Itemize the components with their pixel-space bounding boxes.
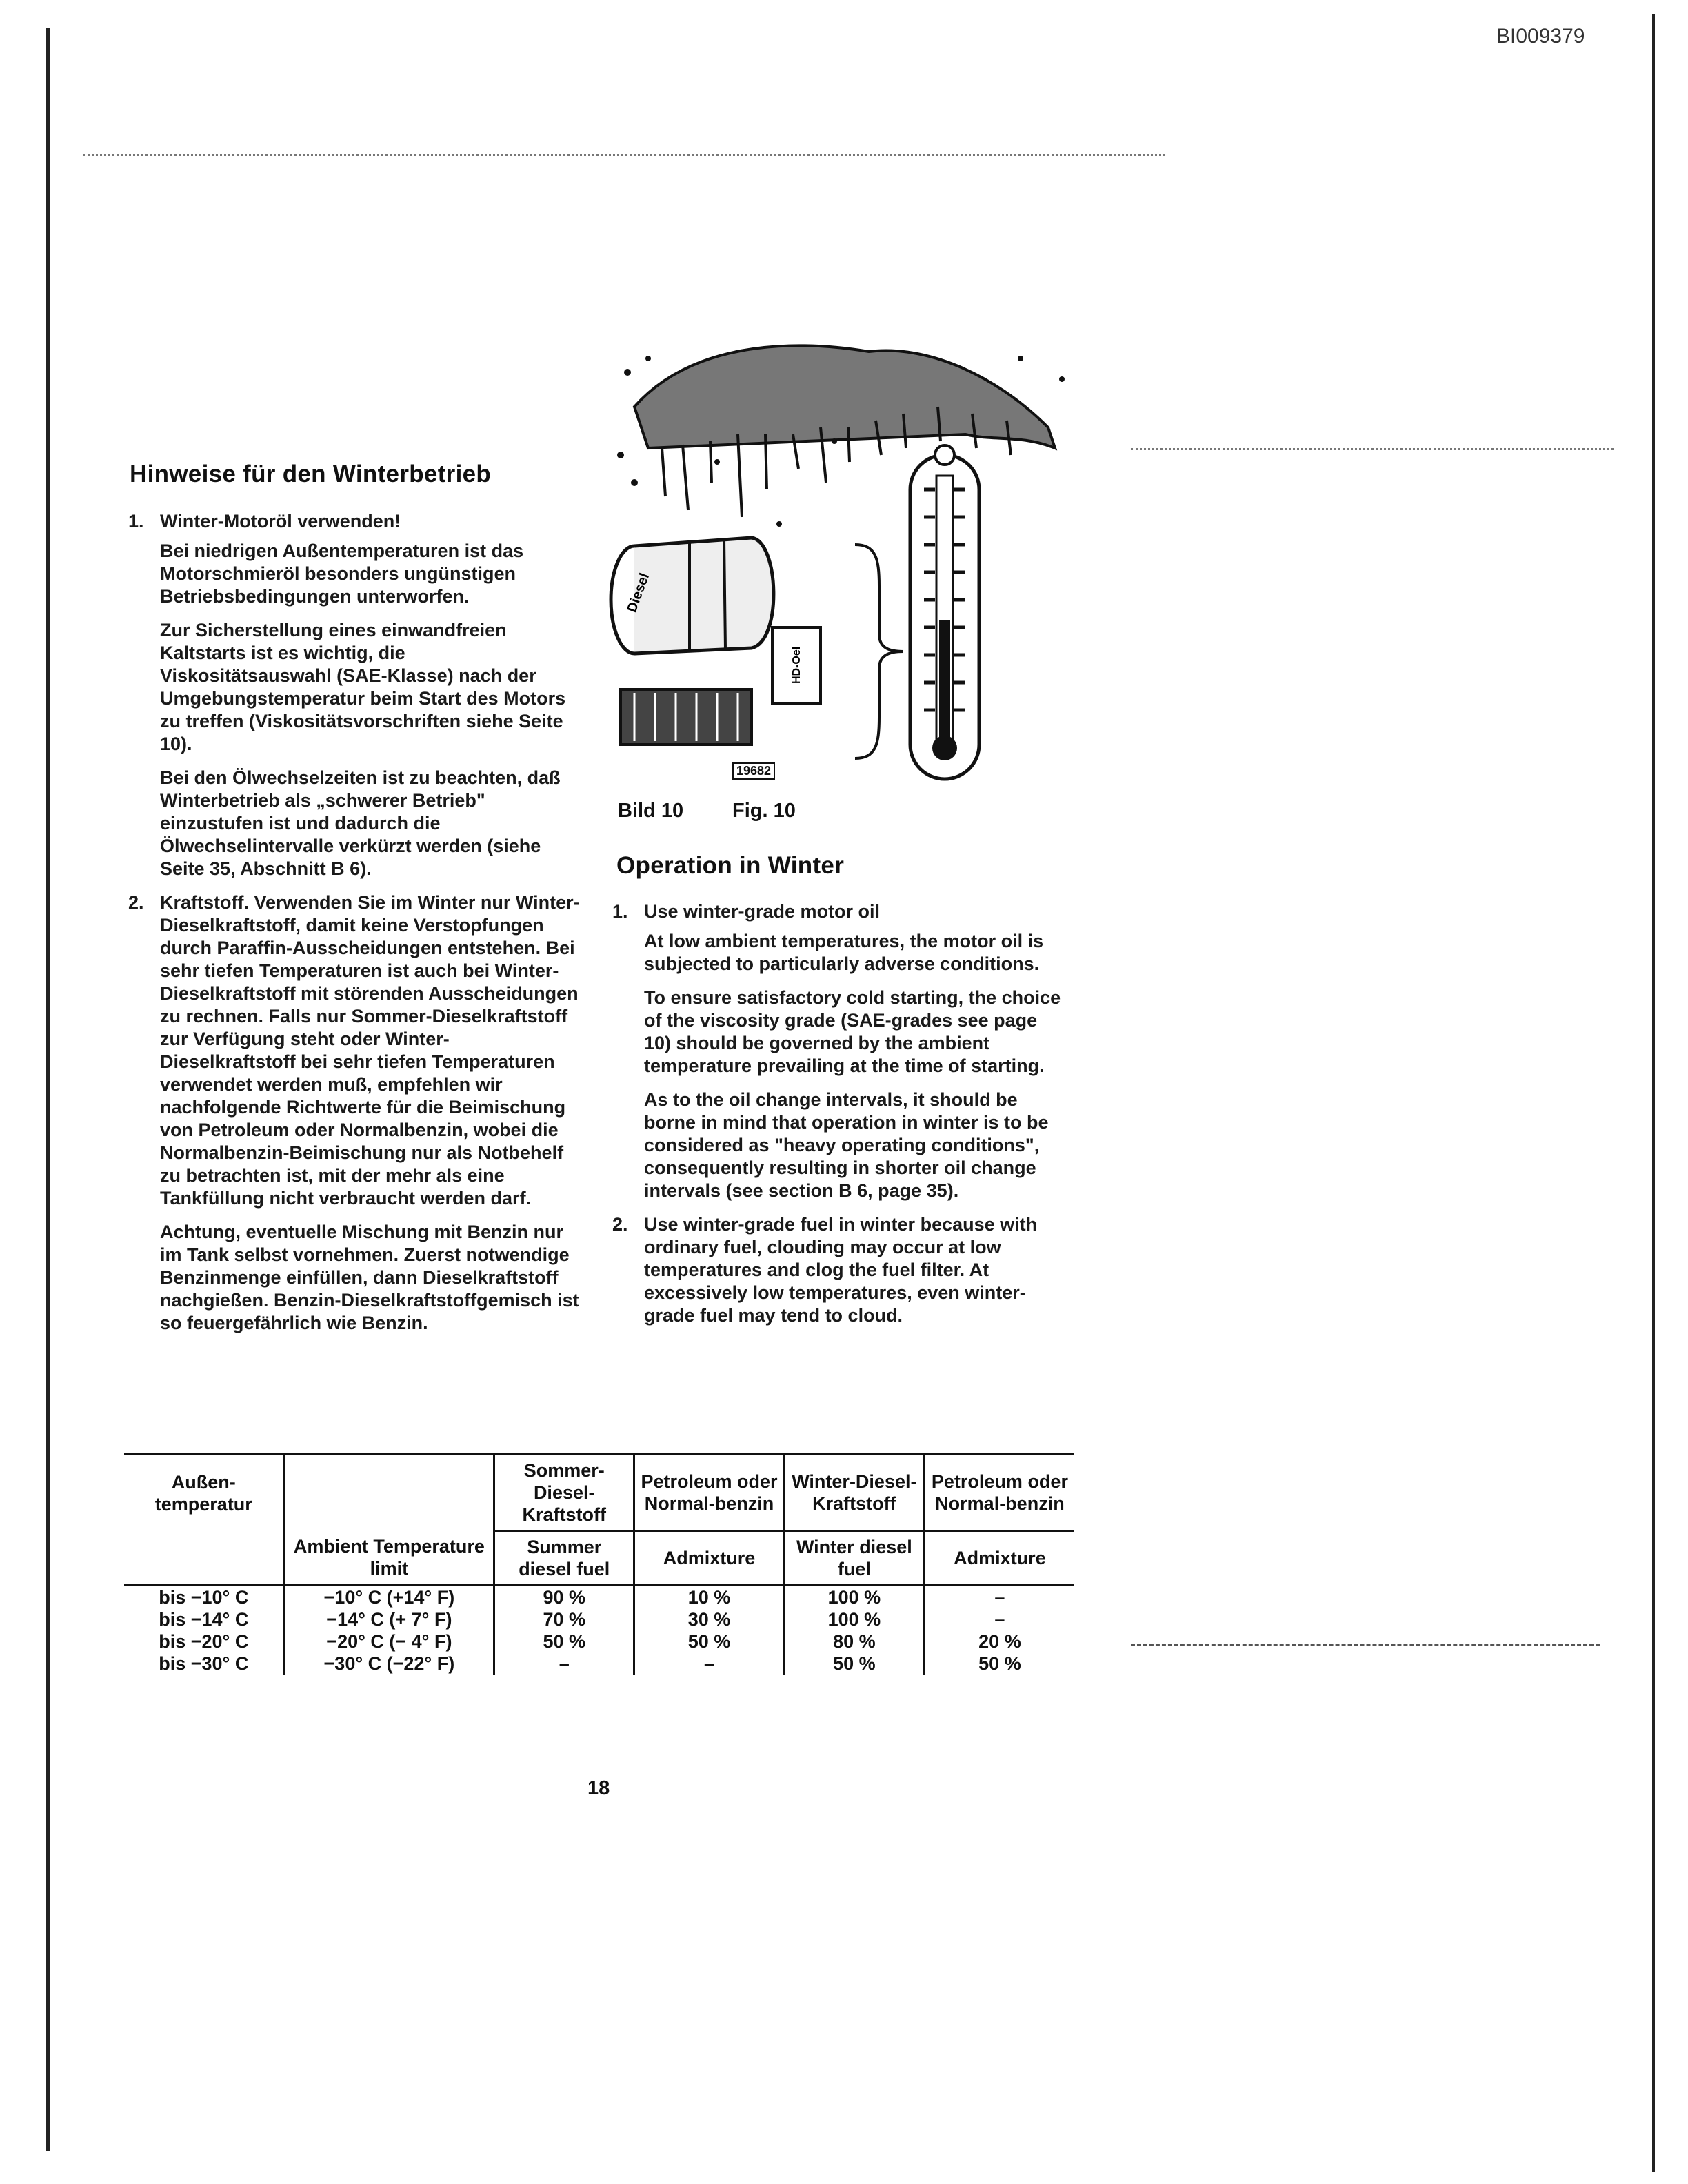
german-item-1-number: 1. [128, 511, 144, 532]
german-item-1-para-1: Bei niedrigen Außentemperaturen ist das Motorschmieröl besonders ungünstigen Betriebsbedingungen unterworfen. [160, 540, 524, 607]
left-page-edge [46, 28, 50, 2151]
english-item-1-para-3: As to the oil change intervals, it should be borne in mind that operation in winter is to be considered as "heavy operating conditions", consequently resulting in shorter oil change intervals (see section B 6, page 35). [644, 1089, 1049, 1201]
table-row: bis −20° C −20° C (− 4° F) 50 % 50 % 80 % 20 % [124, 1630, 1074, 1652]
figure-caption-de: Bild 10 [618, 800, 684, 822]
right-dash-line-1 [1131, 448, 1614, 450]
table-header-petroleum-de-1: Petroleum oder Normal-benzin [634, 1455, 785, 1531]
figure-code: 19682 [732, 762, 775, 780]
german-column [128, 510, 581, 1346]
english-item-1-para-2: To ensure satisfactory cold starting, the choice of the viscosity grade (SAE-grades see page 10) should be governed by the ambient temperature prevailing at the time of starting. [644, 987, 1061, 1076]
table-row: bis −10° C −10° C (+14° F) 90 % 10 % 100 % – [124, 1586, 1074, 1609]
english-column [612, 900, 1069, 1338]
table-header-en-empty [124, 1531, 284, 1586]
english-item-1 [612, 900, 1069, 1202]
english-item-1-title: Use winter-grade motor oil [644, 901, 881, 922]
german-item-2 [128, 891, 581, 1335]
drum-label: Diesel [624, 571, 653, 615]
table-header-petroleum-de-2: Petroleum oder Normal-benzin [924, 1455, 1074, 1531]
table-header-row-en [124, 1531, 1074, 1586]
german-item-1-title: Winter-Motoröl verwenden! [160, 511, 401, 532]
table-header-admixture-1: Admixture [634, 1531, 785, 1586]
table-header-winter-diesel-en: Winter diesel fuel [784, 1531, 924, 1586]
german-heading: Hinweise für den Winterbetrieb [130, 461, 492, 487]
german-item-2-para-2: Achtung, eventuelle Mischung mit Benzin nur im Tank selbst vornehmen. Zuerst notwendige Benzinmenge einfüllen, dann Dieselkraftstoff nachgießen. Benzin-Dieselkraftstoffgemisch ist so feuergefährlich wie Benzin. [160, 1222, 579, 1333]
english-item-2-para-1: Use winter-grade fuel in winter because with ordinary fuel, clouding may occur at low temperatures and clog the fuel filter. At excessively low temperatures, even winter-grade fuel may tend to cloud. [644, 1214, 1038, 1326]
german-item-1 [128, 510, 581, 880]
table-header-ambient-limit: Ambient Temperature limit [284, 1531, 494, 1586]
table-header-summer-diesel-en: Summer diesel fuel [494, 1531, 634, 1586]
german-item-1-para-3: Bei den Ölwechselzeiten ist zu beachten, daß Winterbetrieb als „schwerer Betrieb" einzustufen ist und dadurch die Ölwechselintervalle verkürzt werden (siehe Seite 35, Abschnitt B 6). [160, 767, 561, 879]
english-heading: Operation in Winter [616, 852, 845, 879]
table-header-outside-temp: Außen-temperatur [124, 1455, 284, 1531]
english-item-1-para-1: At low ambient temperatures, the motor oil is subjected to particularly adverse conditions. [644, 931, 1044, 974]
right-page-edge [1652, 14, 1655, 2172]
table-row: bis −14° C −14° C (+ 7° F) 70 % 30 % 100 % – [124, 1608, 1074, 1630]
german-item-1-para-2: Zur Sicherstellung eines einwandfreien Kaltstarts ist es wichtig, die Viskositätsauswahl (SAE-Klasse) nach der Umgebungstemperatur beim Start des Motors zu treffen (Viskositätsvorschriften siehe Seite 10). [160, 620, 566, 754]
german-item-2-para-1: Kraftstoff. Verwenden Sie im Winter nur Winter-Dieselkraftstoff, damit keine Verstopfungen durch Paraffin-Ausscheidungen entstehen. Bei sehr tiefen Temperaturen ist auch bei Winter-Dieselkraftstoff mit störenden Ausscheidungen zu rechnen. Falls nur Sommer-Dieselkraftstoff zur Verfügung steht oder Winter-Dieselkraftstoff bei sehr tiefen Temperaturen verwendet werden muß, empfehlen wir nachfolgende Richtwerte für die Beimischung von Petroleum oder Normalbenzin, wobei die Normalbenzin-Beimischung nur als Notbehelf zu betrachten ist, mit der mehr als eine Tankfüllung nicht verbraucht werden darf. [160, 892, 580, 1209]
table-header-winter-diesel-de: Winter-Diesel-Kraftstoff [784, 1455, 924, 1531]
fuel-admixture-table [124, 1453, 1074, 1675]
top-dash-line [83, 154, 1165, 156]
can-label: HD-Oel [791, 646, 803, 684]
document-id: BI009379 [1496, 25, 1585, 48]
page-number: 18 [587, 1777, 610, 1799]
figure-10 [607, 331, 1089, 813]
german-item-2-number: 2. [128, 892, 144, 913]
winter-illustration [607, 331, 1089, 813]
table-header-row-de [124, 1455, 1074, 1531]
table-row: bis −30° C −30° C (−22° F) – – 50 % 50 % [124, 1652, 1074, 1675]
english-item-2-number: 2. [612, 1214, 628, 1235]
figure-caption-en: Fig. 10 [732, 800, 796, 822]
table-header-empty [284, 1455, 494, 1531]
right-dash-line-2 [1131, 1644, 1600, 1646]
table-header-admixture-2: Admixture [924, 1531, 1074, 1586]
english-item-2 [612, 1213, 1069, 1327]
english-item-1-number: 1. [612, 901, 628, 922]
table-header-summer-diesel-de: Sommer-Diesel-Kraftstoff [494, 1455, 634, 1531]
